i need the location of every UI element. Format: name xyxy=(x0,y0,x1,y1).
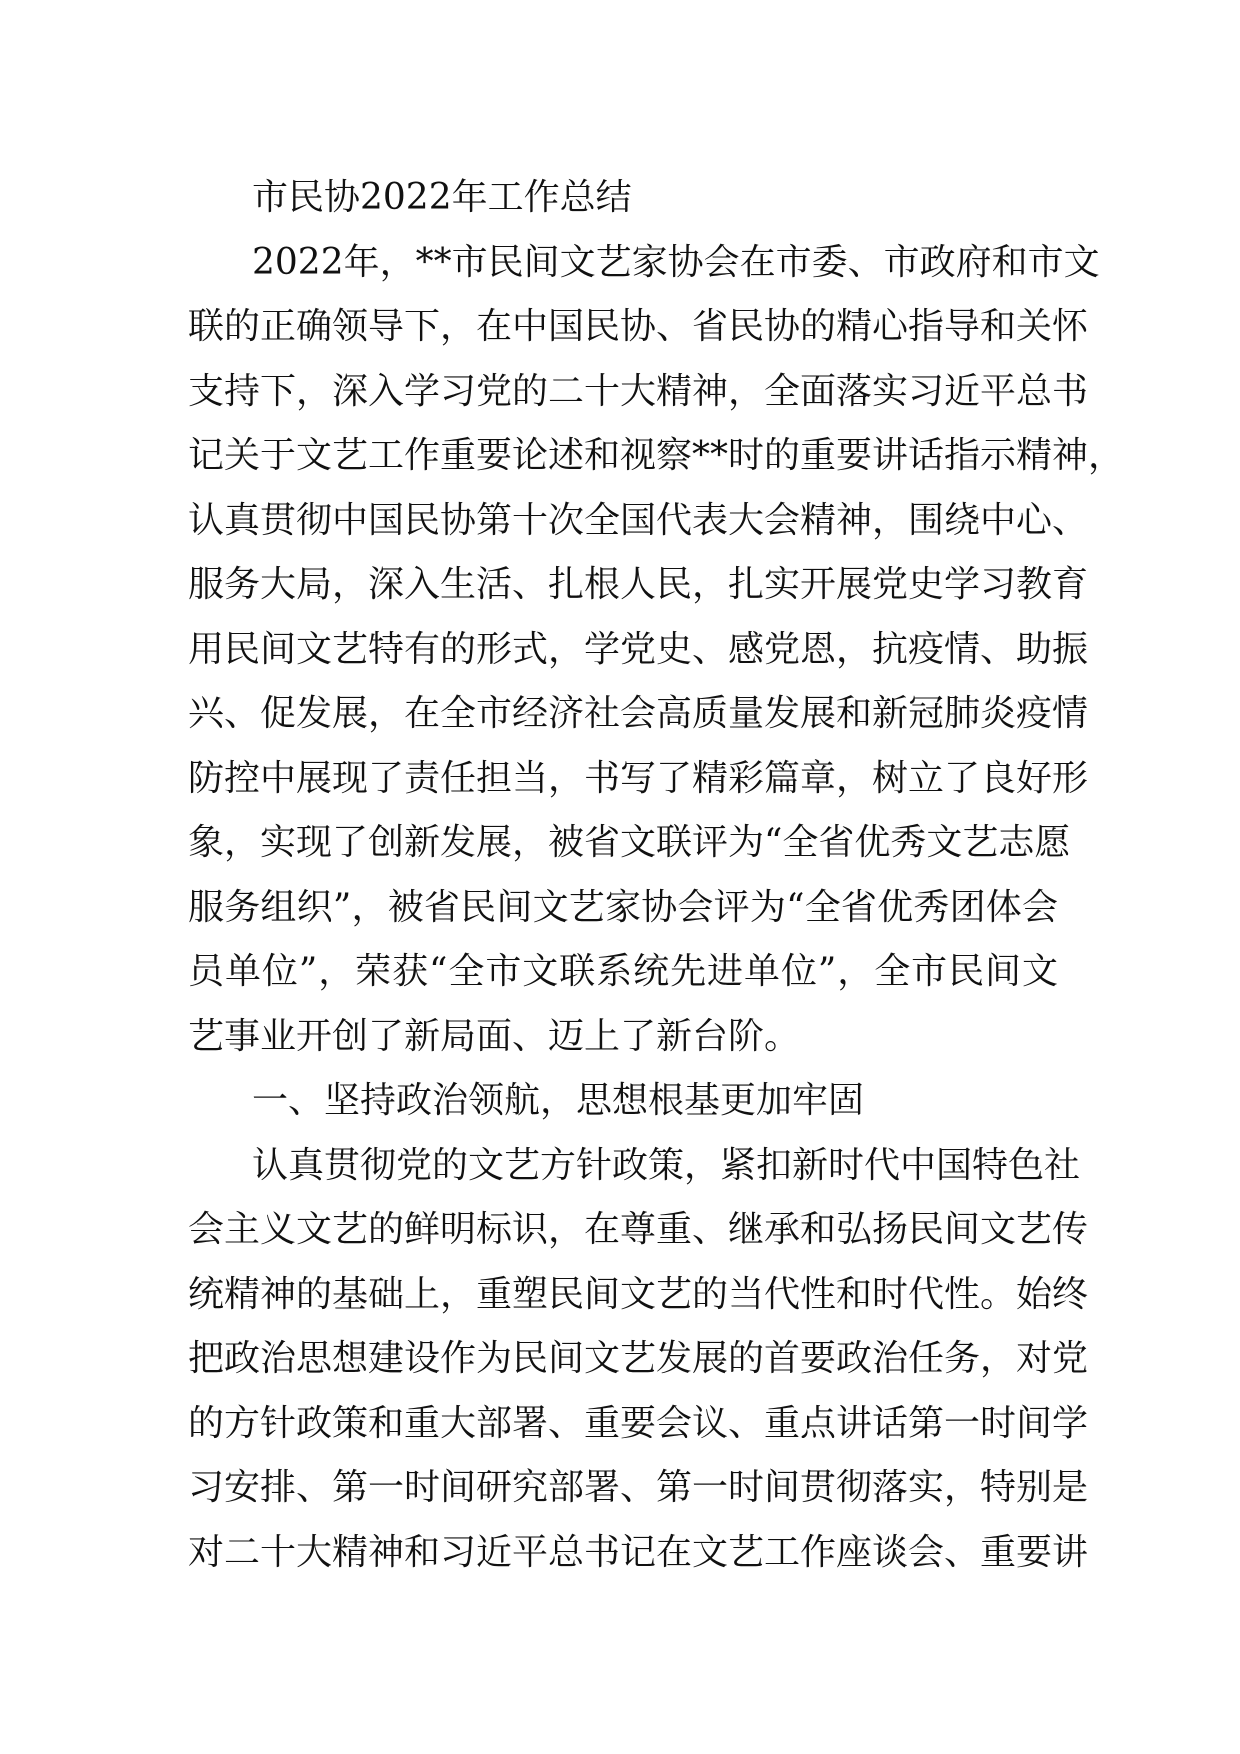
paragraph-line: 象，实现了创新发展，被省文联评为“全省优秀文艺志愿 xyxy=(188,822,1071,863)
paragraph-line: 支持下，深入学习党的二十大精神，全面落实习近平总书 xyxy=(188,370,1089,412)
paragraph-line: 统精神的基础上，重塑民间文艺的当代性和时代性。始终 xyxy=(188,1273,1089,1315)
paragraph-line: 2022年，**市民间文艺家协会在市委、市政府和市文 xyxy=(252,241,1100,283)
document-title: 市民协2022年工作总结 xyxy=(252,177,632,218)
paragraph-line: 艺事业开创了新局面、迈上了新台阶。 xyxy=(188,1015,801,1057)
paragraph-line: 用民间文艺特有的形式，学党史、感党恩，抗疫情、助振 xyxy=(188,628,1089,670)
paragraph-line: 员单位”，荣获“全市文联系统先进单位”，全市民间文 xyxy=(188,951,1058,992)
paragraph-line: 认真贯彻中国民协第十次全国代表大会精神，围绕中心、 xyxy=(188,499,1089,541)
section-heading: 一、坚持政治领航，思想根基更加牢固 xyxy=(252,1080,865,1121)
paragraph-line: 联的正确领导下，在中国民协、省民协的精心指导和关怀 xyxy=(188,306,1089,347)
paragraph-line: 记关于文艺工作重要论述和视察**时的重要讲话指示精神， xyxy=(188,435,1125,476)
paragraph-line: 防控中展现了责任担当，书写了精彩篇章，树立了良好形 xyxy=(188,757,1089,799)
paragraph-line: 服务大局，深入生活、扎根人民，扎实开展党史学习教育 xyxy=(188,564,1089,605)
paragraph-line: 把政治思想建设作为民间文艺发展的首要政治任务，对党 xyxy=(188,1338,1089,1379)
paragraph-line: 对二十大精神和习近平总书记在文艺工作座谈会、重要讲 xyxy=(188,1531,1089,1573)
paragraph-line: 服务组织”，被省民间文艺家协会评为“全省优秀团体会 xyxy=(188,886,1058,928)
paragraph-line: 会主义文艺的鲜明标识，在尊重、继承和弘扬民间文艺传 xyxy=(188,1209,1089,1250)
paragraph-line: 习安排、第一时间研究部署、第一时间贯彻落实，特别是 xyxy=(188,1467,1089,1508)
paragraph-line: 兴、促发展，在全市经济社会高质量发展和新冠肺炎疫情 xyxy=(188,693,1089,734)
document-body xyxy=(188,166,1125,1585)
paragraph-line: 认真贯彻党的文艺方针政策，紧扣新时代中国特色社 xyxy=(252,1144,1081,1186)
paragraph-line: 的方针政策和重大部署、重要会议、重点讲话第一时间学 xyxy=(188,1402,1089,1444)
